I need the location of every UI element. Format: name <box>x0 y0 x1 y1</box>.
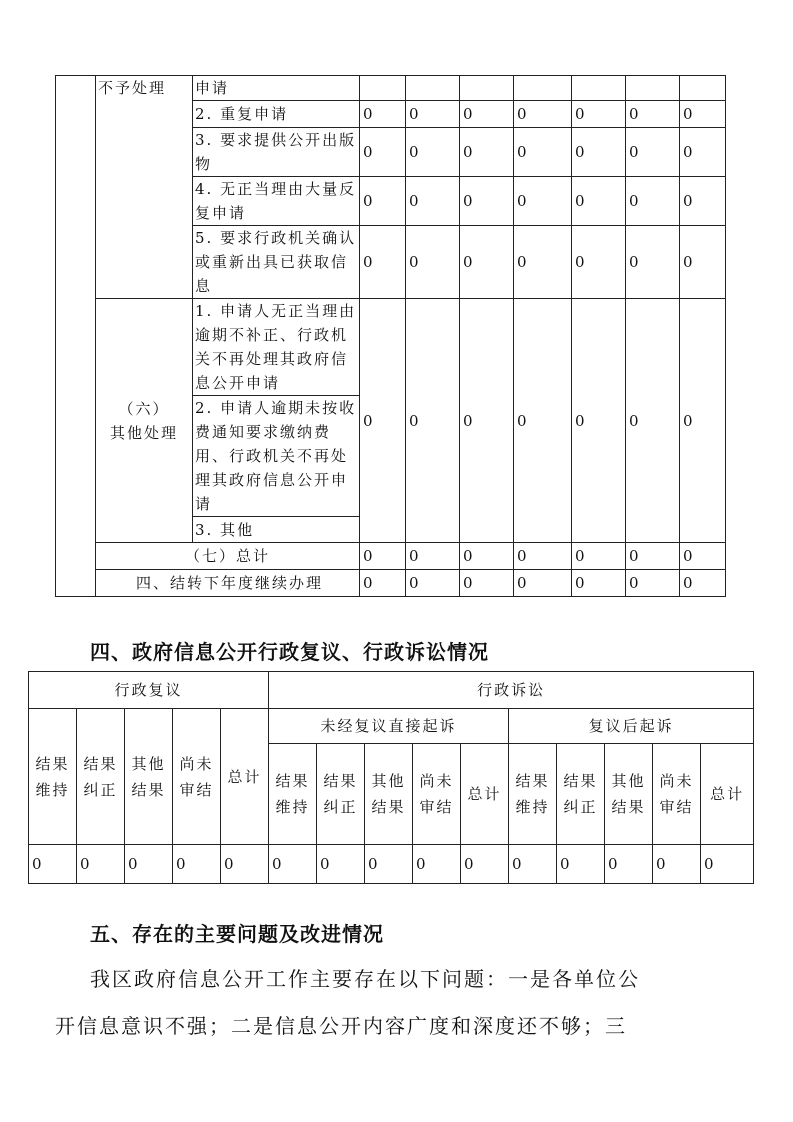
row-label: 2. 申请人逾期未按收费通知要求缴纳费用、行政机关不再处理其政府信息公开申请 <box>193 396 360 517</box>
value-cell: 0 <box>173 845 221 884</box>
value-cell: 0 <box>406 299 460 543</box>
total-label: （七）总计 <box>96 543 360 570</box>
data-row <box>29 845 754 884</box>
empty-cell <box>460 76 514 101</box>
table-row <box>56 570 726 597</box>
row-label: 1. 申请人无正当理由逾期不补正、行政机关不再处理其政府信息公开申请 <box>193 299 360 396</box>
value-cell: 0 <box>514 226 572 299</box>
header-weijing: 未经复议直接起诉 <box>269 709 509 744</box>
column-header: 总计 <box>221 709 269 845</box>
value-cell: 0 <box>680 226 726 299</box>
value-cell: 0 <box>572 570 626 597</box>
application-handling-body <box>56 76 726 597</box>
table-row <box>56 543 726 570</box>
column-header: 其他 结果 <box>125 709 173 845</box>
value-cell: 0 <box>572 299 626 543</box>
header-fuyihou: 复议后起诉 <box>509 709 754 744</box>
value-cell: 0 <box>557 845 605 884</box>
group-buyu: 不予处理 <box>96 76 193 299</box>
empty-cell <box>572 76 626 101</box>
row-label: 3. 要求提供公开出版物 <box>193 128 360 177</box>
value-cell: 0 <box>221 845 269 884</box>
empty-cell <box>680 76 726 101</box>
column-header: 尚未 审结 <box>413 744 461 845</box>
column-header: 结果 纠正 <box>317 744 365 845</box>
value-cell: 0 <box>680 101 726 128</box>
value-cell: 0 <box>460 570 514 597</box>
section5-title: 五、存在的主要问题及改进情况 <box>90 922 384 946</box>
value-cell: 0 <box>461 845 509 884</box>
empty-cell <box>514 76 572 101</box>
value-cell: 0 <box>125 845 173 884</box>
review-litigation-table <box>28 671 754 884</box>
value-cell: 0 <box>406 570 460 597</box>
value-cell: 0 <box>360 128 406 177</box>
column-header: 结果 纠正 <box>557 744 605 845</box>
value-cell: 0 <box>572 177 626 226</box>
empty-cell <box>360 76 406 101</box>
value-cell: 0 <box>413 845 461 884</box>
value-cell: 0 <box>360 101 406 128</box>
value-cell: 0 <box>360 543 406 570</box>
table-row <box>56 76 726 101</box>
value-cell: 0 <box>460 101 514 128</box>
value-cell: 0 <box>29 845 77 884</box>
value-cell: 0 <box>514 570 572 597</box>
empty-cell <box>626 76 680 101</box>
value-cell: 0 <box>572 128 626 177</box>
value-cell: 0 <box>626 299 680 543</box>
value-cell: 0 <box>460 177 514 226</box>
value-cell: 0 <box>626 101 680 128</box>
empty-cell <box>406 76 460 101</box>
row-label: 3. 其他 <box>193 517 360 543</box>
value-cell: 0 <box>626 570 680 597</box>
value-cell: 0 <box>460 128 514 177</box>
value-cell: 0 <box>509 845 557 884</box>
value-cell: 0 <box>514 299 572 543</box>
group-liu: （六） 其他处理 <box>96 299 193 543</box>
section5-line1: 我区政府信息公开工作主要存在以下问题：一是各单位公 <box>90 967 640 991</box>
value-cell: 0 <box>605 845 653 884</box>
column-header: 总计 <box>461 744 509 845</box>
row-label: 4. 无正当理由大量反复申请 <box>193 177 360 226</box>
value-cell: 0 <box>626 543 680 570</box>
column-header: 结果 纠正 <box>77 709 125 845</box>
column-header: 总计 <box>701 744 754 845</box>
column-header: 尚未 审结 <box>653 744 701 845</box>
value-cell: 0 <box>680 543 726 570</box>
column-header: 其他 结果 <box>365 744 413 845</box>
header-row <box>29 672 754 709</box>
value-cell: 0 <box>680 299 726 543</box>
section5-line2: 开信息意识不强；二是信息公开内容广度和深度还不够；三 <box>55 1014 627 1038</box>
value-cell: 0 <box>365 845 413 884</box>
value-cell: 0 <box>406 543 460 570</box>
column-header: 尚未 审结 <box>173 709 221 845</box>
value-cell: 0 <box>317 845 365 884</box>
value-cell: 0 <box>514 177 572 226</box>
value-cell: 0 <box>360 299 406 543</box>
row-label: 申请 <box>193 76 360 101</box>
review-litigation-body <box>29 672 754 884</box>
header-row <box>29 709 754 744</box>
value-cell: 0 <box>77 845 125 884</box>
value-cell: 0 <box>460 543 514 570</box>
table-row <box>56 299 726 396</box>
row-label: 5. 要求行政机关确认或重新出具已获取信息 <box>193 226 360 299</box>
value-cell: 0 <box>514 543 572 570</box>
section4-title: 四、政府信息公开行政复议、行政诉讼情况 <box>90 640 489 664</box>
carryover-label: 四、结转下年度继续办理 <box>96 570 360 597</box>
value-cell: 0 <box>626 226 680 299</box>
column-header: 结果 维持 <box>29 709 77 845</box>
value-cell: 0 <box>680 177 726 226</box>
value-cell: 0 <box>572 101 626 128</box>
blank-cell <box>56 76 96 597</box>
value-cell: 0 <box>460 299 514 543</box>
value-cell: 0 <box>572 543 626 570</box>
column-header: 其他 结果 <box>605 744 653 845</box>
value-cell: 0 <box>360 177 406 226</box>
value-cell: 0 <box>406 128 460 177</box>
value-cell: 0 <box>514 128 572 177</box>
value-cell: 0 <box>360 570 406 597</box>
value-cell: 0 <box>406 226 460 299</box>
row-label: 2. 重复申请 <box>193 101 360 128</box>
value-cell: 0 <box>653 845 701 884</box>
value-cell: 0 <box>360 226 406 299</box>
column-header: 结果 维持 <box>509 744 557 845</box>
header-susong: 行政诉讼 <box>269 672 754 709</box>
value-cell: 0 <box>406 101 460 128</box>
value-cell: 0 <box>514 101 572 128</box>
value-cell: 0 <box>406 177 460 226</box>
value-cell: 0 <box>460 226 514 299</box>
application-handling-table <box>55 75 726 597</box>
value-cell: 0 <box>626 128 680 177</box>
header-fuyi: 行政复议 <box>29 672 269 709</box>
value-cell: 0 <box>680 128 726 177</box>
value-cell: 0 <box>680 570 726 597</box>
value-cell: 0 <box>626 177 680 226</box>
value-cell: 0 <box>572 226 626 299</box>
value-cell: 0 <box>269 845 317 884</box>
column-header: 结果 维持 <box>269 744 317 845</box>
value-cell: 0 <box>701 845 754 884</box>
